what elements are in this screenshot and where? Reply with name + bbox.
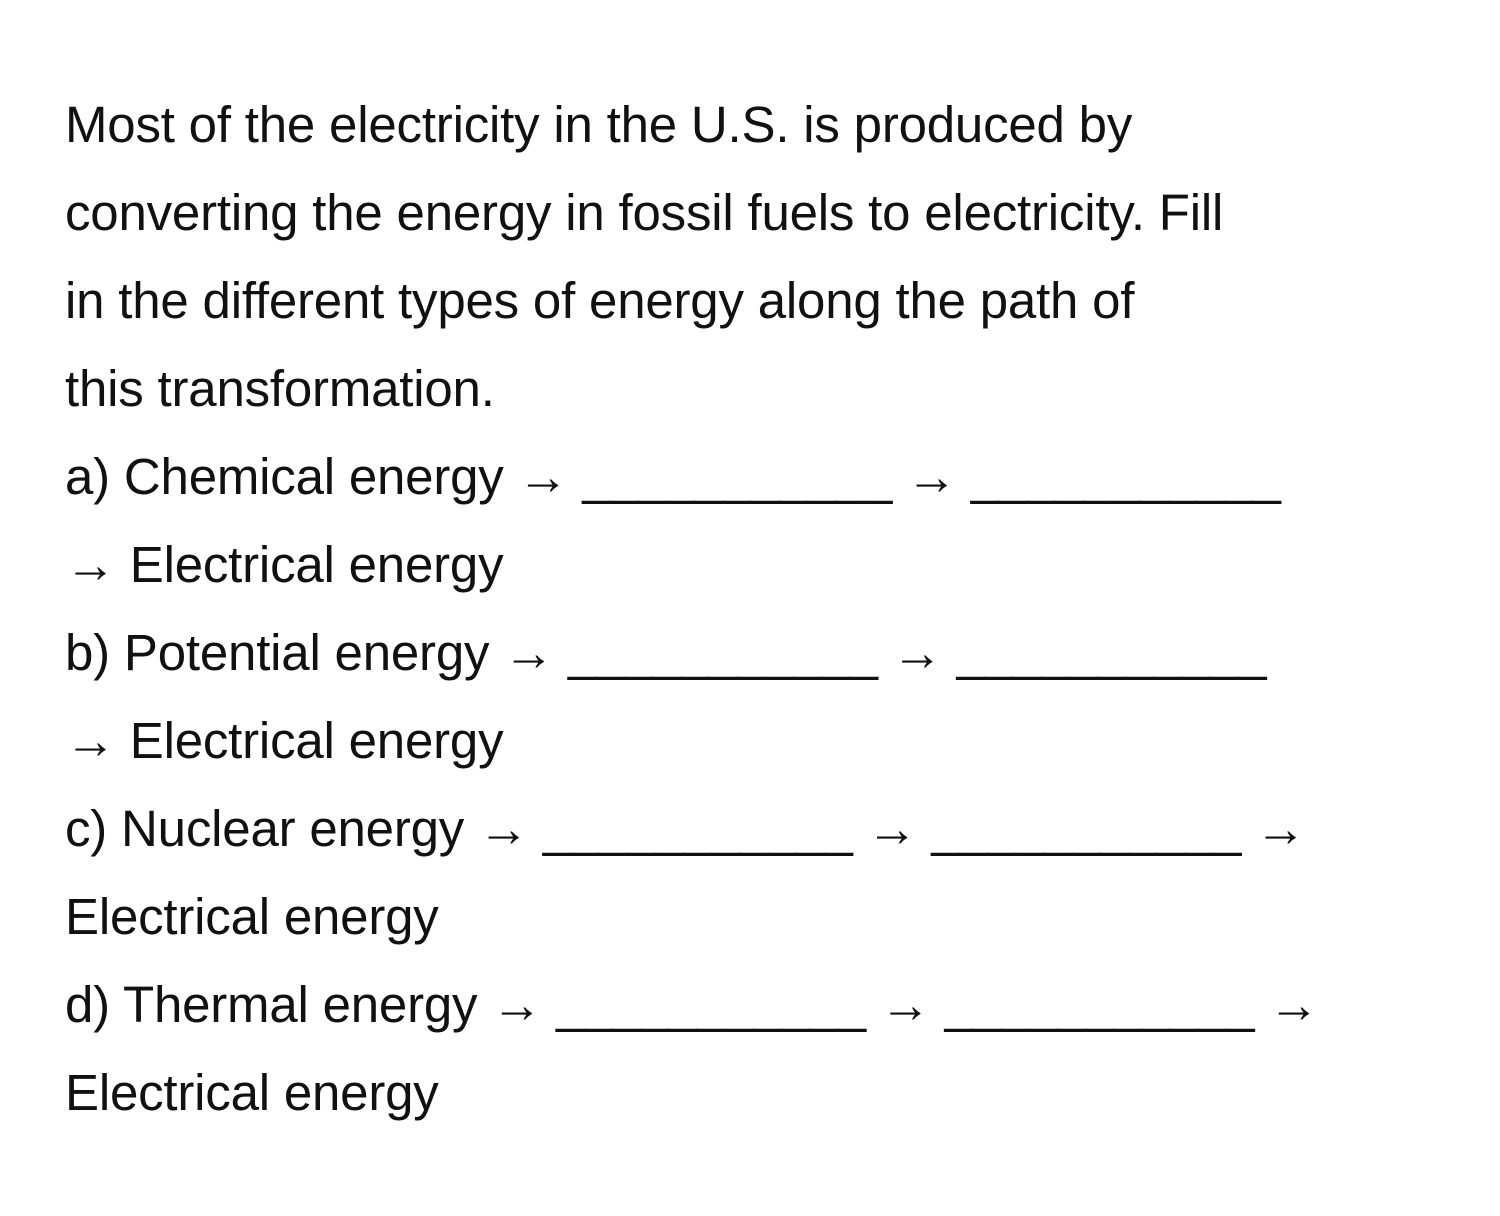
item-c-line-2: Electrical energy	[65, 888, 439, 945]
item-a-line-1: a) Chemical energy → ___________ → ___________	[65, 448, 1281, 505]
item-c-line-1: c) Nuclear energy → ___________ → ___________ →	[65, 800, 1306, 857]
item-a-line-2: → Electrical energy	[65, 536, 504, 593]
question-text	[65, 81, 1465, 1137]
item-c	[65, 785, 1465, 961]
item-b-line-2: → Electrical energy	[65, 712, 504, 769]
item-b	[65, 609, 1465, 785]
intro-line: converting the energy in fossil fuels to electricity. Fill	[65, 184, 1224, 241]
item-d-line-2: Electrical energy	[65, 1064, 439, 1121]
item-d-line-1: d) Thermal energy → ___________ → ___________ →	[65, 976, 1320, 1033]
intro-line: this transformation.	[65, 360, 495, 417]
intro-line: in the different types of energy along the path of	[65, 272, 1135, 329]
item-b-line-1: b) Potential energy → ___________ → ___________	[65, 624, 1267, 681]
intro-line: Most of the electricity in the U.S. is produced by	[65, 96, 1133, 153]
item-a	[65, 433, 1465, 609]
item-d	[65, 961, 1465, 1137]
